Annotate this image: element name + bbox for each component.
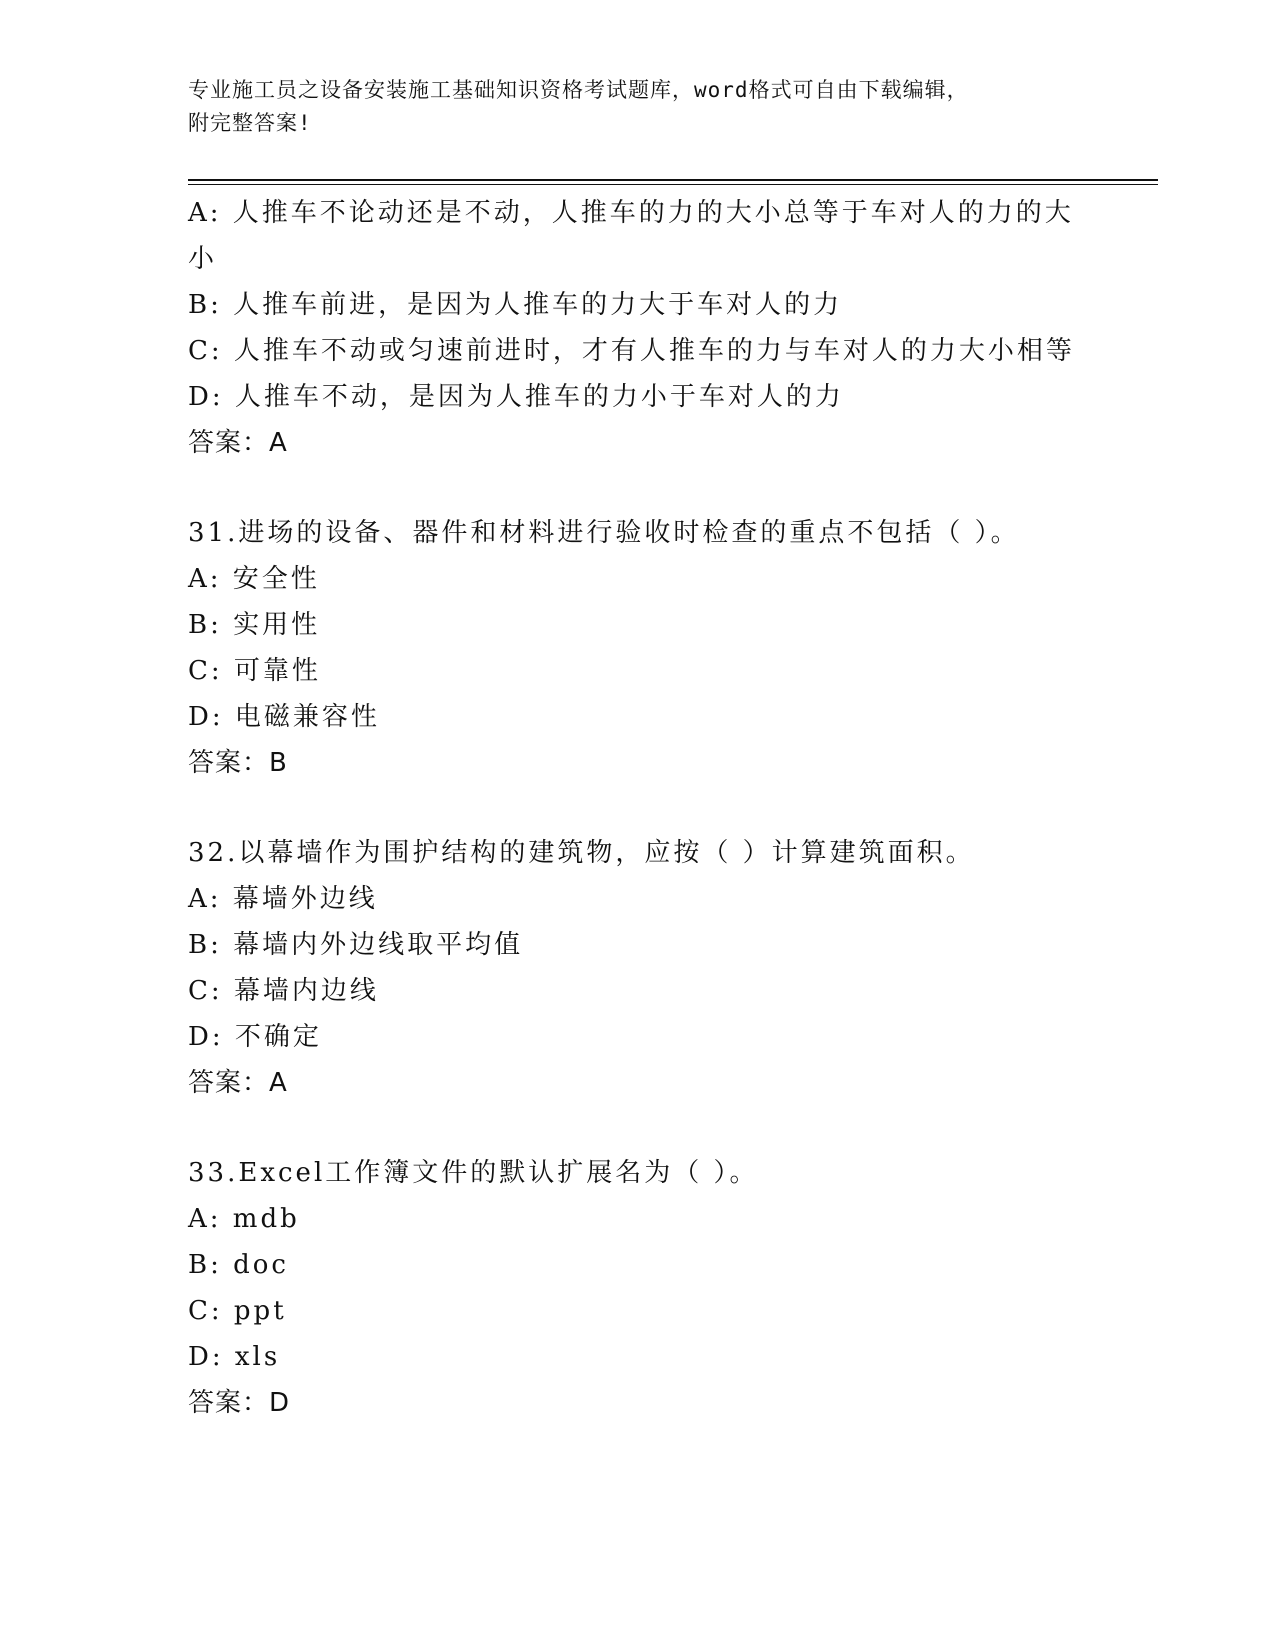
question-list: [188, 190, 1088, 1426]
spacer: [188, 786, 1088, 830]
option-a: A: 幕墙外边线: [188, 884, 378, 914]
option-b: B: 实用性: [188, 610, 321, 640]
question-block-31: [188, 510, 1088, 786]
answer-label: 答案：D: [188, 1388, 291, 1418]
spacer: [188, 1106, 1088, 1150]
option-d: D: 不确定: [188, 1022, 322, 1052]
option-d: D: xls: [188, 1342, 281, 1372]
question-text: 31.进场的设备、器件和材料进行验收时检查的重点不包括（ ）。: [188, 518, 1020, 548]
option-a-continued: 小: [188, 244, 218, 274]
header-divider-thick: [188, 179, 1158, 181]
option-d: D: 电磁兼容性: [188, 702, 380, 732]
option-b: B: 人推车前进，是因为人推车的力大于车对人的力: [188, 290, 843, 320]
option-b: B: 幕墙内外边线取平均值: [188, 930, 524, 960]
option-c: C: 可靠性: [188, 656, 321, 686]
question-block-33: [188, 1150, 1088, 1426]
header-title-line-2: 附完整答案!: [188, 111, 312, 135]
option-c: C: ppt: [188, 1296, 287, 1326]
option-b: B: doc: [188, 1250, 289, 1280]
answer-label: 答案：A: [188, 428, 288, 458]
option-a: A: 安全性: [188, 564, 320, 594]
header-title-line-1: 专业施工员之设备安装施工基础知识资格考试题库，word格式可自由下载编辑，: [188, 78, 969, 102]
answer-label: 答案：A: [188, 1068, 288, 1098]
answer-label: 答案：B: [188, 748, 288, 778]
header-divider-thin: [188, 184, 1158, 185]
question-text: 32.以幕墙作为围护结构的建筑物，应按（ ）计算建筑面积。: [188, 838, 975, 868]
option-c: C: 幕墙内边线: [188, 976, 379, 1006]
document-header: [188, 74, 1068, 140]
option-a: A: mdb: [188, 1204, 300, 1234]
question-block-30: [188, 190, 1088, 466]
spacer: [188, 466, 1088, 510]
question-text: 33.Excel工作簿文件的默认扩展名为（ ）。: [188, 1158, 759, 1188]
question-block-32: [188, 830, 1088, 1106]
option-c: C: 人推车不动或匀速前进时，才有人推车的力与车对人的力大小相等: [188, 336, 1075, 366]
option-d: D: 人推车不动，是因为人推车的力小于车对人的力: [188, 382, 844, 412]
option-a: A: 人推车不论动还是不动，人推车的力的大小总等于车对人的力的大: [188, 198, 1074, 228]
